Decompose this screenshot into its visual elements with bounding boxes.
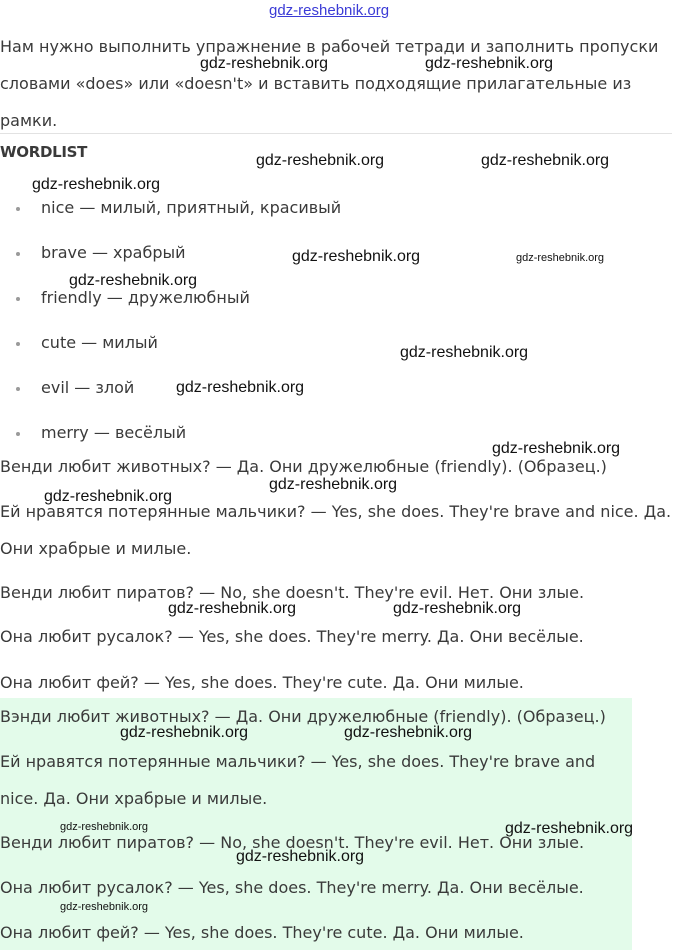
answer-line: Венди любит пиратов? — No, she doesn't. They're evil. Нет. Они злые. bbox=[0, 833, 585, 852]
watermark-text: gdz-reshebnik.org bbox=[269, 476, 398, 493]
watermark-text: gdz-reshebnik.org bbox=[481, 152, 610, 169]
divider bbox=[0, 133, 672, 134]
watermark-text: gdz-reshebnik.org bbox=[200, 55, 329, 72]
watermark-text: gdz-reshebnik.org bbox=[176, 379, 305, 396]
answer-line: Она любит фей? — Yes, she does. They're cute. Да. Они милые. bbox=[0, 673, 524, 692]
watermark-text: gdz-reshebnik.org bbox=[236, 848, 365, 865]
answer-line: Она любит русалок? — Yes, she does. They're merry. Да. Они весёлые. bbox=[0, 878, 584, 897]
watermark-text: gdz-reshebnik.org bbox=[292, 248, 421, 265]
watermark-text: gdz-reshebnik.org bbox=[505, 820, 634, 837]
answer-line: Она любит фей? — Yes, she does. They're cute. Да. Они милые. bbox=[0, 923, 524, 942]
watermark-text: gdz-reshebnik.org bbox=[168, 600, 297, 617]
watermark-text: gdz-reshebnik.org bbox=[69, 272, 198, 289]
site-header-link[interactable]: gdz-reshebnik.org bbox=[269, 2, 390, 19]
wordlist-title: WORDLIST bbox=[0, 143, 88, 161]
watermark-text: gdz-reshebnik.org bbox=[256, 152, 385, 169]
watermark-text: gdz-reshebnik.org bbox=[516, 252, 605, 264]
watermark-text: gdz-reshebnik.org bbox=[492, 440, 621, 457]
watermark-text: gdz-reshebnik.org bbox=[400, 344, 529, 361]
answer-line: Она любит русалок? — Yes, she does. They're merry. Да. Они весёлые. bbox=[0, 627, 584, 646]
answer-line: Венди любит животных? — Да. Они дружелюбные (friendly). (Образец.) bbox=[0, 457, 607, 476]
answer-line: Ей нравятся потерянные мальчики? — Yes, she does. They're brave and nice. Да. Они храбрые и милые. bbox=[0, 752, 596, 808]
watermark-text: gdz-reshebnik.org bbox=[60, 901, 149, 913]
watermark-text: gdz-reshebnik.org bbox=[344, 724, 473, 741]
answer-line: Ей нравятся потерянные мальчики? — Yes, she does. They're brave and nice. Да. Они храбрые и милые. bbox=[0, 502, 672, 558]
watermark-text: gdz-reshebnik.org bbox=[120, 724, 249, 741]
watermark-text: gdz-reshebnik.org bbox=[44, 488, 173, 505]
intro-paragraph: Нам нужно выполнить упражнение в рабочей тетради и заполнить пропуски словами «does» или «doesn't» и вставить подходящие прилагательные из рамки. bbox=[0, 37, 659, 130]
watermark-text: gdz-reshebnik.org bbox=[393, 600, 522, 617]
answer-line: Венди любит пиратов? — No, she doesn't. They're evil. Нет. Они злые. bbox=[0, 583, 585, 602]
watermark-text: gdz-reshebnik.org bbox=[425, 55, 554, 72]
watermark-text: gdz-reshebnik.org bbox=[60, 821, 149, 833]
answer-line: Вэнди любит животных? — Да. Они дружелюбные (friendly). (Образец.) bbox=[0, 707, 606, 726]
watermark-text: gdz-reshebnik.org bbox=[32, 176, 161, 193]
